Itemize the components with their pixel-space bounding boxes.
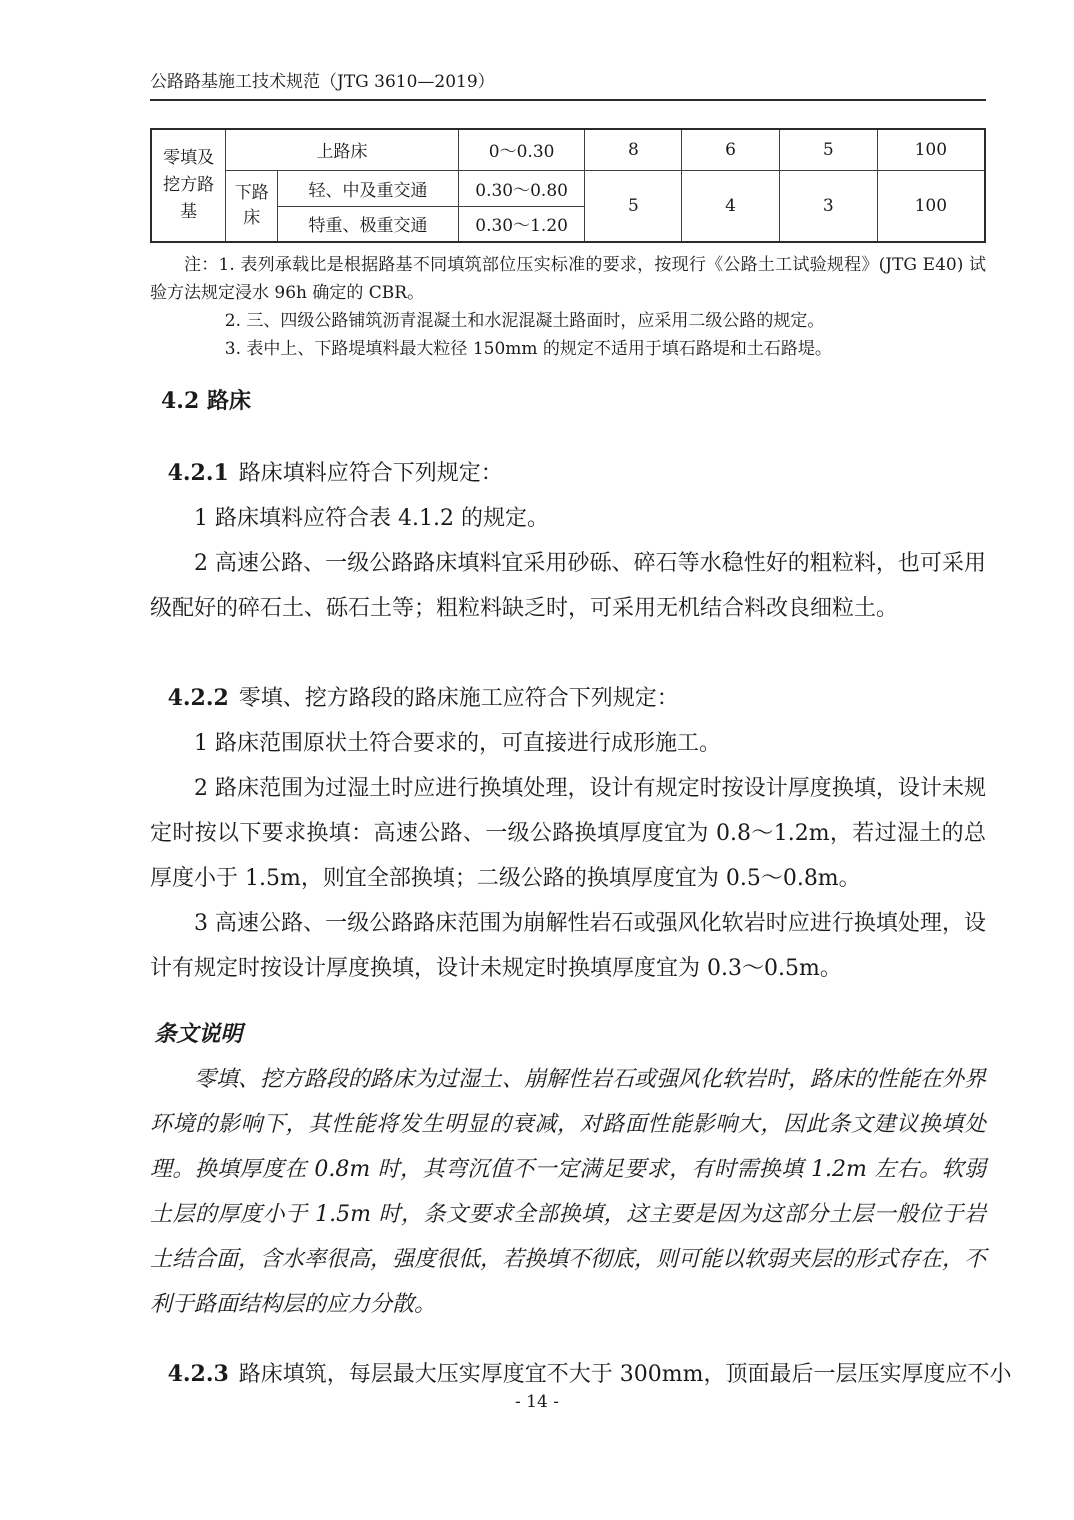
clause-title-text: 路床填料应符合下列规定：: [238, 461, 503, 486]
table-cell-upper-value: 5: [779, 129, 877, 170]
clause-4-2-2-item-2: 2 路床范围为过湿土时应进行换填处理，设计有规定时按设计厚度换填，设计未规定时按以下要求换填：高速公路、一级公路换填厚度宜为 0.8～1.2m，若过湿土的总厚度小于 1.5m，则宜全部换填；二级公路的换填厚度宜为 0.5～0.8m。: [150, 776, 986, 891]
commentary-heading: 条文说明: [154, 1021, 243, 1047]
table-cell-lower-value: 3: [779, 170, 877, 242]
clause-number: 4.2.3: [167, 1361, 229, 1387]
clause-4-2-2-item-1: 1 路床范围原状土符合要求的，可直接进行成形施工。: [194, 731, 721, 756]
page-footer: [0, 1392, 1074, 1412]
table-cell-traffic: 轻、中及重交通: [278, 170, 459, 206]
clause-4-2-1-item-2: 2 高速公路、一级公路路床填料宜采用砂砾、碎石等水稳性好的粗粒料，也可采用级配好的碎石土、砾石土等；粗粒料缺乏时，可采用无机结合料改良细粒土。: [150, 551, 986, 621]
table-cell-traffic: 特重、极重交通: [278, 206, 459, 242]
clause-4-2-1-title: [150, 451, 986, 496]
clause-title-text: 零填、挖方路段的路床施工应符合下列规定：: [238, 686, 679, 711]
table-cell-lower-value: 5: [585, 170, 682, 242]
table-note-1: 注：1. 表列承载比是根据路基不同填筑部位压实标准的要求，按现行《公路土工试验规程》(JTG E40) 试验方法规定浸水 96h 确定的 CBR。: [150, 255, 986, 303]
clause-4-2-2-title: [150, 676, 986, 721]
section-title: 路床: [206, 388, 251, 414]
clause-text: 路床填筑，每层最大压实厚度宜不大于 300mm，顶面最后一层压实厚度应不小: [238, 1362, 1012, 1387]
page-number: - 14 -: [515, 1392, 559, 1412]
table-cell-upper-value: 8: [585, 129, 682, 170]
header-title: 公路路基施工技术规范（JTG 3610—2019）: [150, 72, 495, 92]
table-cell-depth: 0.30～1.20: [458, 206, 585, 242]
table-note-2: 2. 三、四级公路铺筑沥青混凝土和水泥混凝土路面时，应采用二级公路的规定。: [224, 311, 825, 331]
clause-4-2-3-title: [150, 1352, 1012, 1397]
commentary-body: 零填、挖方路段的路床为过湿土、崩解性岩石或强风化软岩时，路床的性能在外界环境的影响下，其性能将发生明显的衰减，对路面性能影响大，因此条文建议换填处理。换填厚度在 0.8m 时，其弯沉值不一定满足要求，有时需换填 1.2m 左右。软弱土层的厚度小于 1.5m 时，条文要求全部换填，这主要是因为这部分土层一般位于岩土结合面，含水率很高，强度很低，若换填不彻底，则可能以软弱夹层的形式存在，不利于路面结构层的应力分散。: [150, 1067, 987, 1317]
clause-4-2-1-item-1: 1 路床填料应符合表 4.1.2 的规定。: [194, 506, 549, 531]
table-cell-depth: 0.30～0.80: [458, 170, 585, 206]
table-cell-upper-value: 6: [682, 129, 780, 170]
section-number: 4.2: [161, 388, 200, 414]
bearing-ratio-table: [150, 128, 986, 243]
clause-4-2-2-item-3: 3 高速公路、一级公路路床范围为崩解性岩石或强风化软岩时应进行换填处理，设计有规定时按设计厚度换填，设计未规定时换填厚度宜为 0.3～0.5m。: [150, 911, 986, 981]
table-cell-lower-value: 100: [877, 170, 985, 242]
table-cell-subgroup-label: 下路床: [226, 170, 278, 242]
page-content: [150, 0, 1012, 1397]
table-cell-upper-zone: 上路床: [226, 129, 458, 170]
clause-number: 4.2.2: [167, 685, 229, 711]
table-note-3: 3. 表中上、下路堤填料最大粒径 150mm 的规定不适用于填石路堤和土石路堤。: [224, 339, 832, 359]
section-heading: [150, 385, 986, 417]
table-cell-upper-depth: 0～0.30: [458, 129, 585, 170]
clause-number: 4.2.1: [167, 460, 229, 486]
table-cell-lower-value: 4: [682, 170, 780, 242]
table-cell-upper-value: 100: [877, 129, 985, 170]
table-cell-group-label: 零填及挖方路基: [151, 129, 226, 242]
table-notes: [150, 251, 986, 363]
